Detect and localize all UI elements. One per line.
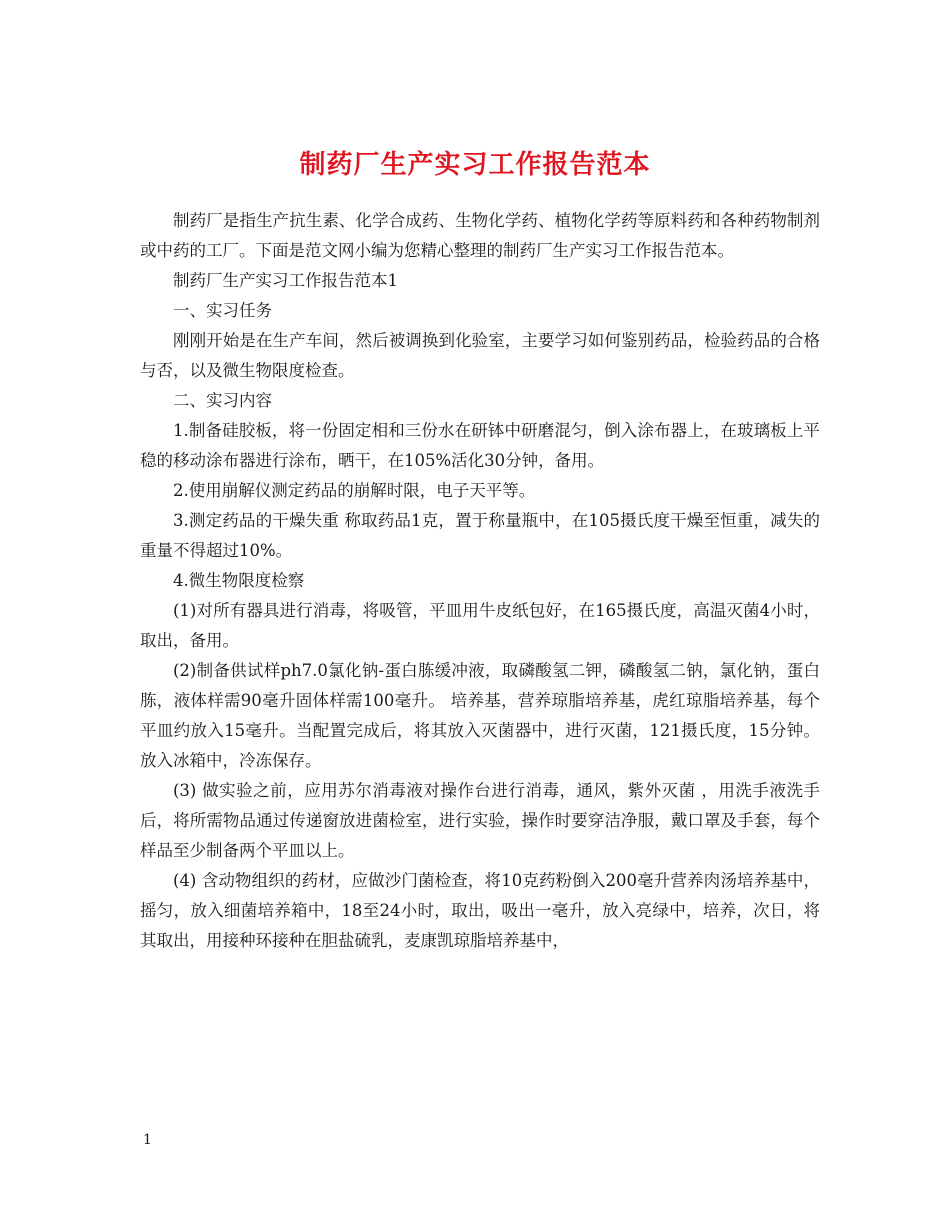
sub-list-item: (3) 做实验之前，应用苏尔消毒液对操作台进行消毒，通风，紫外灭菌 ，用洗手液洗手后，将所需物品通过传递窗放进菌检室，进行实验，操作时要穿洁净服，戴口罩及手套，每个样品至少制备两个平皿以上。 (140, 781, 820, 860)
list-item: 4.微生物限度检察 (173, 571, 305, 590)
sub-list-item: (4) 含动物组织的药材，应做沙门菌检查，将10克药粉倒入200毫升营养肉汤培养基中，摇匀，放入细菌培养箱中，18至24小时，取出，吸出一毫升，放入亮绿中，培养，次日，将其取出，用接种环接种在胆盐硫乳，麦康凯琼脂培养基中， (140, 871, 820, 950)
document-body (140, 206, 820, 956)
subsection-heading: 一、实习任务 (173, 301, 272, 320)
list-item: 3.测定药品的干燥失重 称取药品1克，置于称量瓶中，在105摄氏度干燥至恒重，减失的重量不得超过10%。 (140, 511, 820, 560)
list-item: 1.制备硅胶板，将一份固定相和三份水在研钵中研磨混匀，倒入涂布器上，在玻璃板上平稳的移动涂布器进行涂布，晒干，在105%活化30分钟，备用。 (140, 421, 820, 470)
list-item: 2.使用崩解仪测定药品的崩解时限，电子天平等。 (173, 481, 536, 500)
sub-list-item: (1)对所有器具进行消毒，将吸管，平皿用牛皮纸包好，在165摄氏度，高温灭菌4小时，取出，备用。 (140, 601, 820, 650)
section-heading: 制药厂生产实习工作报告范本1 (173, 271, 398, 290)
document-title: 制药厂生产实习工作报告范本 (299, 150, 651, 181)
body-paragraph: 刚刚开始是在生产车间，然后被调换到化验室，主要学习如何鉴别药品，检验药品的合格与否，以及微生物限度检查。 (140, 331, 820, 380)
subsection-heading: 二、实习内容 (173, 391, 272, 410)
intro-paragraph: 制药厂是指生产抗生素、化学合成药、生物化学药、植物化学药等原料药和各种药物制剂或中药的工厂。下面是范文网小编为您精心整理的制药厂生产实习工作报告范本。 (140, 211, 820, 260)
page-number: 1 (143, 1132, 152, 1148)
sub-list-item: (2)制备供试样ph7.0氯化钠-蛋白胨缓冲液，取磷酸氢二钾，磷酸氢二钠，氯化钠，蛋白胨，液体样需90毫升固体样需100毫升。 培养基，营养琼脂培养基，虎红琼脂培养基，每个平皿约放入15毫升。当配置完成后，将其放入灭菌器中，进行灭菌，121摄氏度，15分钟。放入冰箱中，冷冻保存。 (140, 661, 820, 770)
